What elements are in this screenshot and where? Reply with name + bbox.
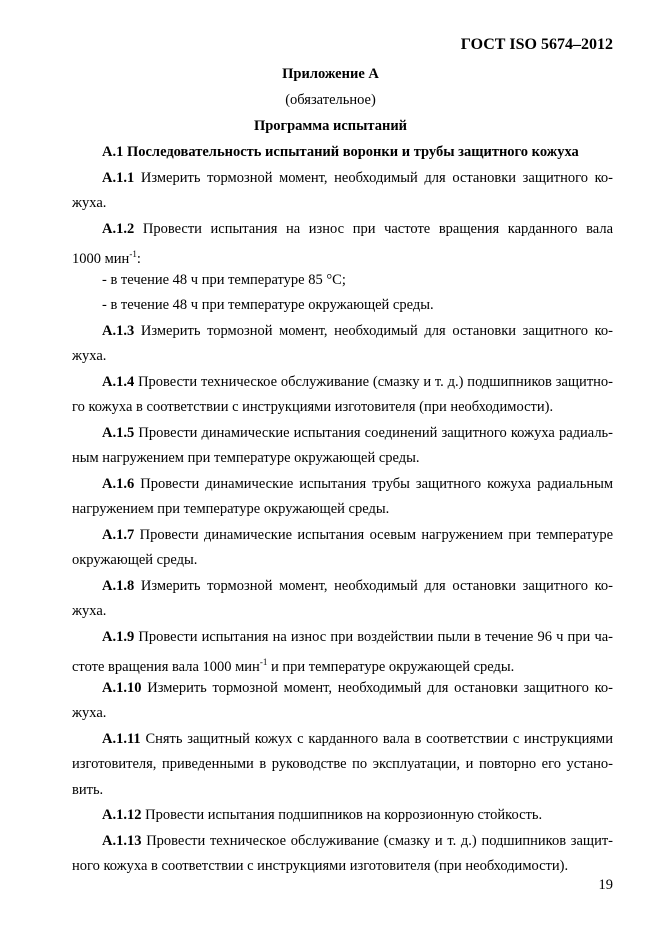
item-text: Провести техническое обслуживание (смазку и т. д.) подшипников защит-	[146, 832, 613, 849]
item-a1111-cont2: вить.	[72, 781, 104, 798]
item-a119	[72, 625, 613, 651]
page-number: 19	[598, 877, 613, 893]
item-text: :	[136, 251, 141, 267]
item-a1110	[72, 676, 613, 702]
item-a1111-cont: изготовителя, приведенными в руководстве по эксплуатации, и повторно его устано-	[72, 756, 613, 772]
item-a117	[72, 523, 613, 549]
item-a115	[72, 421, 613, 447]
item-a114	[72, 370, 613, 396]
bullet-item: - в течение 48 ч при температуре окружающей среды.	[102, 297, 434, 313]
item-a113	[72, 319, 613, 345]
item-a118	[72, 574, 613, 600]
item-a116	[72, 472, 613, 498]
superscript: -1	[129, 249, 137, 259]
item-number: А.1.4	[102, 373, 135, 390]
item-a112	[72, 217, 613, 243]
item-number: А.1.1	[102, 169, 135, 186]
item-number: А.1.10	[102, 679, 142, 696]
item-text: Измерить тормозной момент, необходимый для остановки защитного ко-	[147, 679, 613, 696]
bullet-item: - в течение 48 ч при температуре 85 °С;	[102, 271, 346, 288]
item-a1113-cont: ного кожуха в соответствии с инструкциями изготовителя (при необходимости).	[72, 858, 569, 874]
item-number: А.1.11	[102, 730, 141, 747]
item-number: А.1.3	[102, 322, 135, 339]
item-a1111	[72, 727, 613, 753]
item-text: 1000 мин	[72, 251, 130, 267]
item-text: Провести динамические испытания соединений защитного кожуха радиаль-	[138, 424, 614, 441]
item-number: А.1.7	[102, 526, 135, 543]
item-text: Провести динамические испытания осевым нагружением при температуре	[139, 526, 613, 543]
item-number: А.1.13	[102, 832, 142, 849]
item-number: А.1.5	[102, 424, 135, 441]
item-text: Измерить тормозной момент, необходимый для остановки защитного ко-	[140, 169, 613, 186]
item-number: А.1.12	[102, 807, 142, 823]
annex-status: (обязательное)	[285, 92, 376, 108]
item-a111-cont: жуха.	[72, 195, 107, 211]
item-a116-cont: нагружением при температуре окружающей среды.	[72, 501, 390, 517]
item-text: стоте вращения вала 1000 мин	[72, 659, 260, 675]
program-title: Программа испытаний	[253, 118, 408, 134]
annex-title: Приложение А	[282, 66, 379, 82]
superscript: -1	[259, 657, 268, 667]
item-text: Провести испытания на износ при частоте вращения карданного вала	[142, 220, 614, 237]
item-a1112	[72, 803, 613, 829]
item-a118-cont: жуха.	[72, 603, 107, 619]
item-text: Провести испытания подшипников на коррозионную стойкость.	[145, 807, 543, 823]
item-text: Провести техническое обслуживание (смазку и т. д.) подшипников защитно-	[138, 373, 613, 390]
item-a113-cont: жуха.	[72, 348, 107, 364]
section-heading: А.1 Последовательность испытаний воронки и трубы защитного кожуха	[102, 144, 579, 160]
item-a111	[72, 166, 613, 192]
item-number: А.1.6	[102, 475, 135, 492]
document-body	[72, 140, 613, 880]
item-a114-cont: го кожуха в соответствии с инструкциями изготовителя (при необходимости).	[72, 399, 554, 415]
item-number: А.1.9	[102, 628, 135, 645]
item-text: Снять защитный кожух с карданного вала в соответствии с инструкциями	[145, 730, 613, 747]
item-number: А.1.2	[102, 220, 135, 237]
item-text: Измерить тормозной момент, необходимый для остановки защитного ко-	[140, 322, 613, 339]
standard-code: ГОСТ ISO 5674–2012	[460, 36, 613, 53]
item-a117-cont: окружающей среды.	[72, 552, 198, 568]
item-a1110-cont: жуха.	[72, 705, 107, 721]
item-text: Провести динамические испытания трубы защитного кожуха радиальным	[140, 475, 614, 492]
item-a119-cont	[72, 650, 613, 676]
item-a112-cont	[72, 242, 613, 268]
item-a115-cont: ным нагружением при температуре окружающей среды.	[72, 450, 420, 466]
item-text: Измерить тормозной момент, необходимый для остановки защитного ко-	[140, 577, 613, 594]
item-text: и при температуре окружающей среды.	[267, 659, 515, 675]
item-number: А.1.8	[102, 577, 135, 594]
item-a1113	[72, 829, 613, 855]
item-text: Провести испытания на износ при воздействии пыли в течение 96 ч при ча-	[138, 628, 614, 645]
